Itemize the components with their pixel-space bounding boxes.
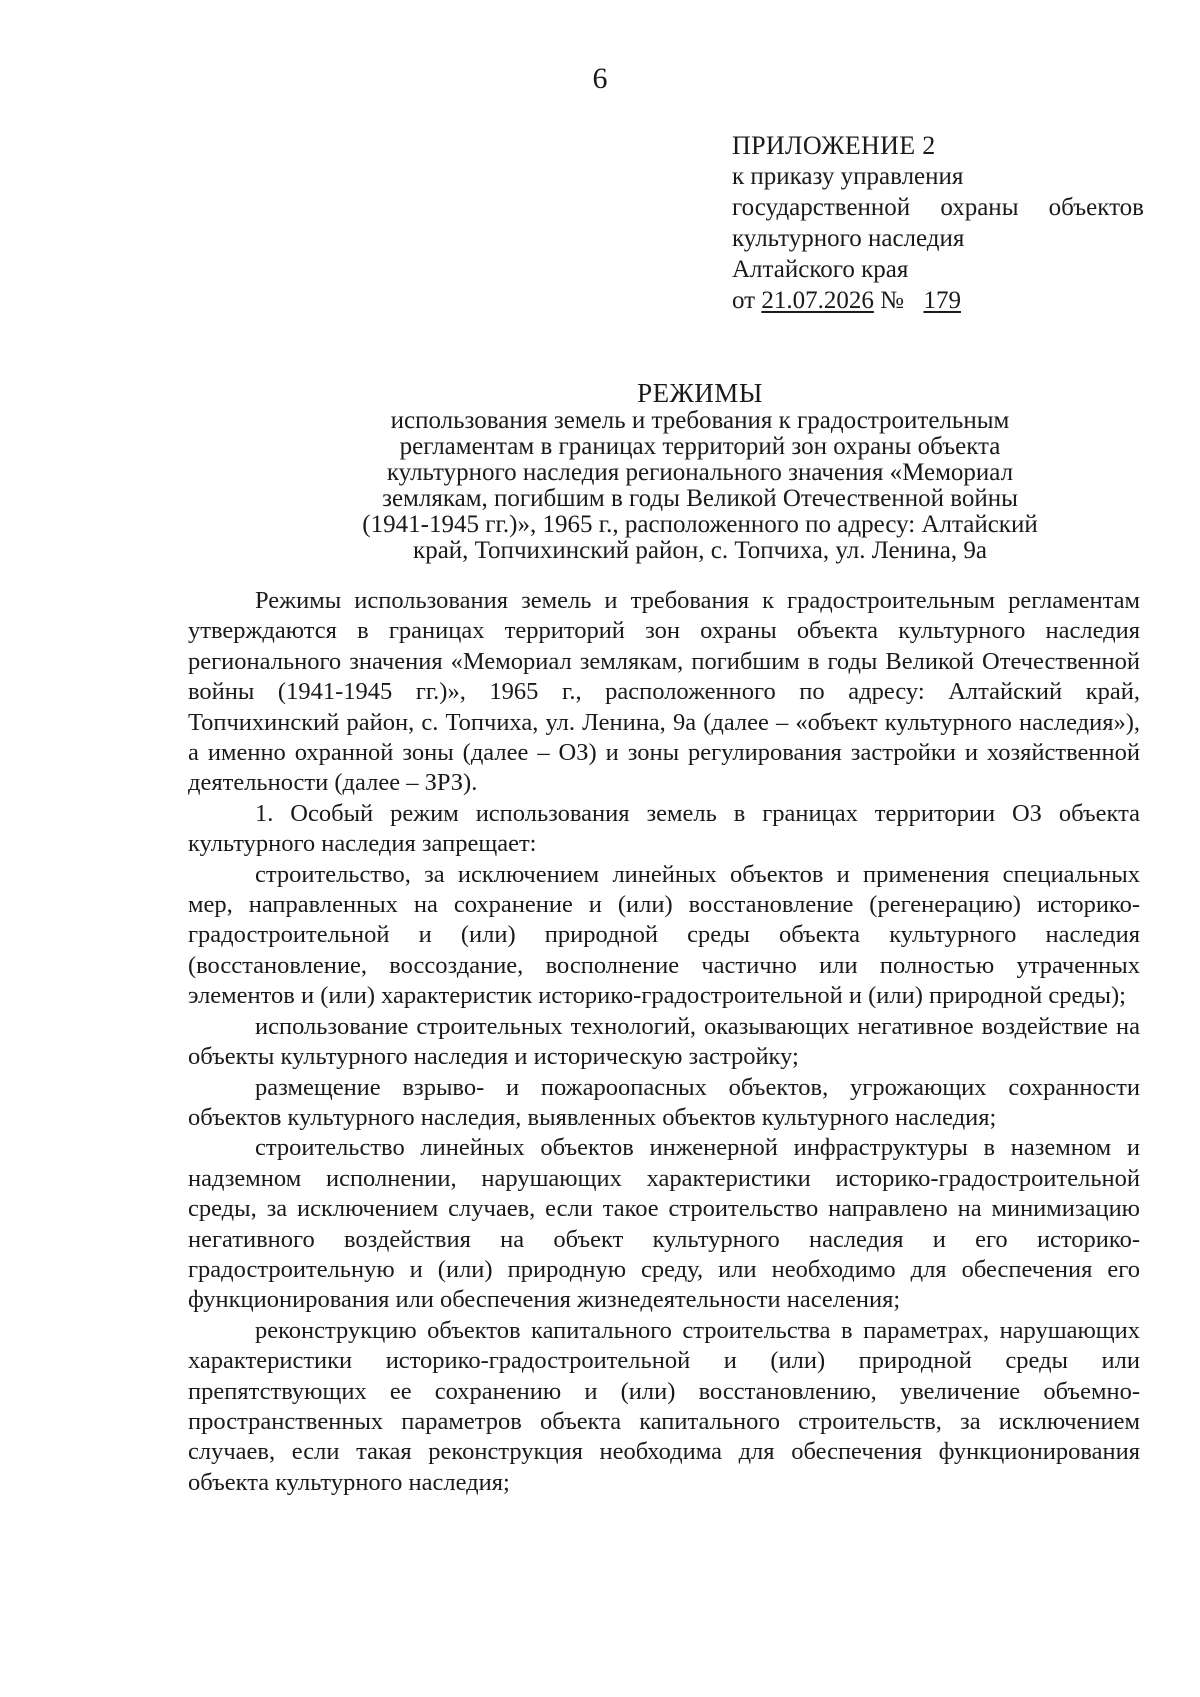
approval-line-order: к приказу управления <box>732 163 964 190</box>
date-prefix: от <box>732 287 756 314</box>
prohibition-item: размещение взрыво- и пожароопасных объектов, угрожающих сохранности объектов культурного наследия, выявленных объектов культурного наследия; <box>188 1073 1140 1131</box>
document-heading <box>270 378 1130 564</box>
heading-title: РЕЖИМЫ <box>637 378 763 408</box>
heading-subtitle-line: использования земель и требования к градостроительным <box>390 407 1010 434</box>
page-number: 6 <box>592 62 608 95</box>
heading-subtitle-line: (1941-1945 гг.)», 1965 г., расположенного по адресу: Алтайский <box>362 511 1038 538</box>
heading-subtitle-line: землякам, погибшим в годы Великой Отечественной войны <box>382 485 1018 512</box>
prohibition-item: строительство линейных объектов инженерной инфраструктуры в наземном и надземном исполнении, нарушающих характеристики историко-градостроительной среды, за исключением случаев, если такое строительство направлено на минимизацию негативного воздействия на объект культурного наследия и его историко-градостроительную и (или) природную среду, или необходимо для обеспечения его функционирования или обеспечения жизнедеятельности населения; <box>188 1134 1140 1314</box>
approval-date-line <box>732 285 1172 316</box>
order-date: 21.07.2026 <box>761 287 874 314</box>
heading-subtitle-line: культурного наследия регионального значения «Мемориал <box>386 459 1014 486</box>
heading-subtitle-line: регламентам в границах территорий зон охраны объекта <box>399 433 1001 460</box>
approval-line-heritage: культурного наследия <box>732 225 965 252</box>
prohibition-item: реконструкцию объектов капитального строительства в параметрах, нарушающих характеристики историко-градостроительной и (или) природной среды или препятствующих ее сохранению и (или) восстановлению, увеличение объемно-пространственных параметров объекта капитального строительств, за исключением случаев, если такая реконструкция необходима для обеспечения функционирования объекта культурного наследия; <box>188 1316 1140 1496</box>
prohibition-item: строительство, за исключением линейных объектов и применения специальных мер, направленных на сохранение и (или) восстановление (регенерацию) историко-градостроительной и (или) природной среды объекта культурного наследия (восстановление, воссоздание, восполнение частично или полностью утраченных элементов и (или) характеристик историко-градостроительной и (или) природной среды); <box>188 860 1140 1010</box>
prohibition-item: использование строительных технологий, оказывающих негативное воздействие на объекты культурного наследия и историческую застройку; <box>188 1012 1140 1071</box>
section-1-paragraph: 1. Особый режим использования земель в границах территории ОЗ объекта культурного наследия запрещает: <box>188 799 1140 858</box>
order-number: 179 <box>923 287 961 314</box>
approval-line-region: Алтайского края <box>732 256 909 283</box>
number-sign: № <box>880 287 904 314</box>
heading-subtitle-line: край, Топчихинский район, с. Топчиха, ул. Ленина, 9а <box>413 537 987 564</box>
document-body <box>188 586 1140 1498</box>
appendix-title: ПРИЛОЖЕНИЕ 2 <box>732 131 936 160</box>
intro-paragraph: Режимы использования земель и требования к градостроительным регламентам утверждаются в границах территорий зон охраны объекта культурного наследия регионального значения «Мемориал землякам, погибшим в годы Великой Отечественной войны (1941-1945 гг.)», 1965 г., расположенного по адресу: Алтайский край, Топчихинский район, с. Топчиха, ул. Ленина, 9а (далее – «объект культурного наследия»), а именно охранной зоны (далее – ОЗ) и зоны регулирования застройки и хозяйственной деятельности (далее – ЗРЗ). <box>188 587 1140 797</box>
approval-line-authority: государственной охраны объектов <box>732 194 1144 221</box>
approval-block <box>732 130 1172 316</box>
